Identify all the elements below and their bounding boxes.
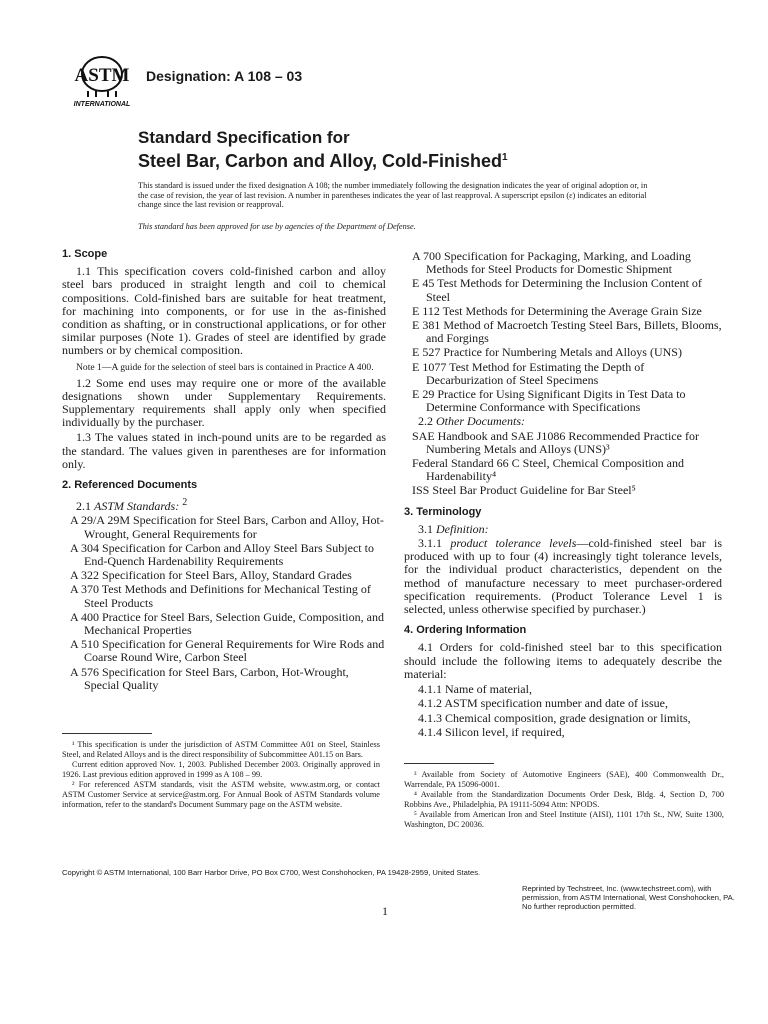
- astm-logo: [66, 52, 138, 108]
- svg-text:INTERNATIONAL: INTERNATIONAL: [73, 101, 131, 108]
- reference-item: Federal Standard 66 C Steel, Chemical Composition and Hardenability⁴: [412, 456, 684, 484]
- referenced-heading: 2. Referenced Documents: [62, 479, 198, 492]
- copyright-line: Copyright © ASTM International, 100 Barr Harbor Drive, PO Box C700, West Conshohocken, PA 19428-2959, United States.: [62, 868, 481, 877]
- reference-item: A 29/A 29M Specification for Steel Bars, Carbon and Alloy, Hot-Wrought, General Requirements for: [70, 513, 384, 541]
- reference-item: E 527 Practice for Numbering Metals and Alloys (UNS): [412, 345, 682, 360]
- reference-item: A 304 Specification for Carbon and Alloy Steel Bars Subject to End-Quench Hardenability Requirements: [70, 540, 374, 569]
- reference-item: SAE Handbook and SAE J1086 Recommended Practice for Numbering Metals and Alloys (UNS)³: [412, 428, 699, 456]
- reference-item: A 370 Test Methods and Definitions for Mechanical Testing of Steel Products: [70, 582, 371, 610]
- page-number: 1: [382, 904, 388, 918]
- terminology-heading: 3. Terminology: [404, 505, 482, 518]
- reference-item: E 381 Method of Macroetch Testing Steel Bars, Billets, Blooms, and Forgings: [412, 318, 722, 346]
- approval-note: This standard has been approved for use by agencies of the Department of Defense.: [138, 222, 416, 231]
- footnote: ³ Available from Society of Automotive Engineers (SAE), 400 Commonwealth Dr., Warrendale, PA 15096-0001.: [404, 770, 724, 789]
- footnote: ⁵ Available from American Iron and Steel Institute (AISI), 1101 17th St., NW, Suite 1300, Washington, DC 20036.: [404, 810, 724, 829]
- footnote: Current edition approved Nov. 1, 2003. Published December 2003. Originally approved in 1926. Last previous edition approved in 1999 as A 108 – 99.: [62, 760, 380, 779]
- footnote-rule: [62, 733, 152, 734]
- reprint-notice: Reprinted by Techstreet, Inc. (www.techstreet.com), with permission, from ASTM International, West Conshohocken, PA. No further reproduction permitted.: [522, 884, 735, 911]
- reference-item: E 112 Test Methods for Determining the Average Grain Size: [412, 303, 702, 318]
- astm-standards-label: 2.1 ASTM Standards: $^2$: [76, 497, 188, 514]
- ordering-item: 4.1.3 Chemical composition, grade designation or limits,: [418, 710, 691, 725]
- ordering-heading: 4. Ordering Information: [404, 624, 527, 637]
- document-title: [138, 128, 508, 171]
- ordering-item: 4.1.1 Name of material,: [418, 682, 532, 697]
- other-documents-label: 2.2 Other Documents:: [418, 414, 525, 429]
- definition-label: 3.1 Definition:: [418, 521, 489, 536]
- preamble: This standard is issued under the fixed designation A 108; the number immediately following the designation indicates the year of original adoption or, in the case of revision, the year of last revision. A number in parentheses indicates the year of last reapproval. A superscript epsilon (ε) indicates an editorial change since the last revision or reapproval.: [138, 181, 648, 210]
- paragraph-4-1: 4.1 Orders for cold-finished steel bar to this specification should include the following items to adequately describe the material:: [404, 640, 722, 681]
- footnote: ² For referenced ASTM standards, visit the ASTM website, www.astm.org, or contact ASTM Customer Service at service@astm.org. For Annual Book of ASTM Standards volume information, refer to the standard's Document Summary page on the ASTM website.: [62, 780, 380, 809]
- left-column: [62, 242, 386, 693]
- ordering-item: 4.1.4 Silicon level, if required,: [418, 724, 565, 739]
- footnotes-left: [62, 740, 380, 810]
- paragraph-1-1: 1.1 This specification covers cold-finished carbon and alloy steel bars produced in straight length and coil to chemical compositions. Cold-finished bars are suitable for heat treatment, for machining into components, or for use in the as-finished condition as shafting, or in constructional applications, or for other similar purposes (Note 1). Grades of steel are identified by grade numbers or by chemical composition.: [62, 264, 386, 358]
- scope-heading: 1. Scope: [62, 248, 108, 260]
- reference-item: A 400 Practice for Steel Bars, Selection Guide, Composition, and Mechanical Properties: [70, 609, 384, 638]
- reference-item: A 576 Specification for Steel Bars, Carbon, Hot-Wrought, Special Quality: [70, 664, 349, 692]
- ordering-item: 4.1.2 ASTM specification number and date of issue,: [418, 696, 668, 711]
- note-1: Note 1—A guide for the selection of steel bars is contained in Practice A 400.: [76, 361, 374, 373]
- reference-item: A 700 Specification for Packaging, Marking, and Loading Methods for Steel Products for Domestic Shipment: [412, 249, 691, 277]
- reference-item: A 510 Specification for General Requirements for Wire Rods and Coarse Round Wire, Carbon Steel: [70, 637, 385, 665]
- definition-product-tolerance: 3.1.1 product tolerance levels—cold-finished steel bar is produced with up to four (4) increasingly tight tolerance levels, for the individual product characteristics, dependent on the method of manufacture necessary to meet purchaser-ordered specification requirements. (Product Tolerance Level 1 is selected, unless otherwise specified by purchaser.): [404, 536, 722, 617]
- paragraph-1-3: 1.3 The values stated in inch-pound units are to be regarded as the standard. The values given in parentheses are for information only.: [62, 430, 386, 471]
- title-main: Steel Bar, Carbon and Alloy, Cold-Finished: [138, 151, 503, 171]
- title-footnote-mark: 1: [502, 152, 508, 163]
- title-line-1: Standard Specification for: [138, 128, 350, 147]
- reference-item: ISS Steel Bar Product Guideline for Bar Steel⁵: [412, 483, 636, 498]
- paragraph-1-2: 1.2 Some end uses may require one or more of the available designations shown under Supplementary Requirements. Supplementary requirements shall apply only when specified individually by the purchaser.: [62, 375, 386, 430]
- title-line-2: [138, 148, 508, 171]
- footnote: ¹ This specification is under the jurisdiction of ASTM Committee A01 on Steel, Stainless Steel, and Related Alloys and is the direct responsibility of Subcommittee A01.15 on Bars.: [62, 740, 380, 759]
- svg-text:ASTM: ASTM: [74, 65, 130, 86]
- reference-item: E 1077 Test Method for Estimating the Depth of Decarburization of Steel Specimens: [412, 359, 645, 387]
- reference-item: E 29 Practice for Using Significant Digits in Test Data to Determine Conformance with Specifications: [412, 387, 686, 415]
- designation: Designation: A 108 – 03: [146, 68, 303, 84]
- reference-item: E 45 Test Methods for Determining the Inclusion Content of Steel: [412, 276, 702, 304]
- footnote-rule: [404, 763, 494, 764]
- footnotes-right: [404, 770, 724, 831]
- footnote: ⁴ Available from the Standardization Documents Order Desk, Bldg. 4, Section D, 700 Robbins Ave., Philadelphia, PA 19111-5094 Attn: NPODS.: [404, 790, 724, 809]
- reference-item: A 322 Specification for Steel Bars, Alloy, Standard Grades: [70, 568, 352, 583]
- right-column: [404, 250, 722, 740]
